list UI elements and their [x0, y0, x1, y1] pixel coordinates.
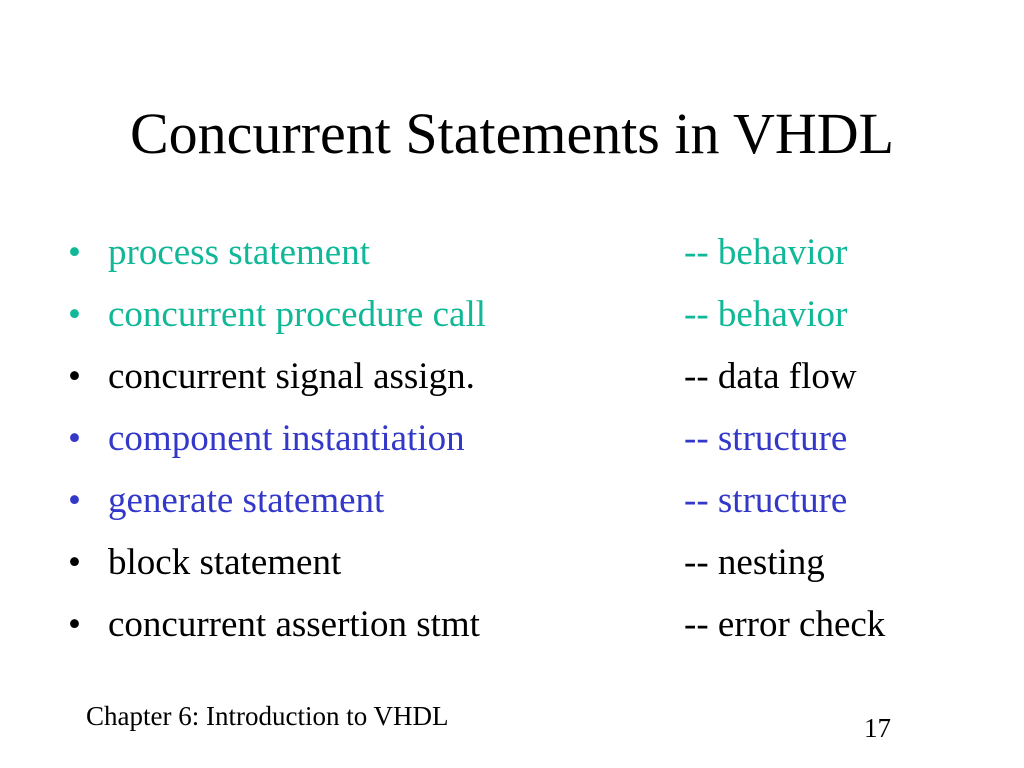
bullet-icon: • [68, 232, 81, 273]
slide-title: Concurrent Statements in VHDL [129, 101, 895, 166]
bullet-comment: -- data flow [684, 356, 857, 397]
bullet-comment: -- structure [684, 418, 848, 459]
bullet-text: concurrent signal assign. [108, 356, 475, 397]
chapter-footer: Chapter 6: Introduction to VHDL [86, 701, 449, 731]
bullet-comment: -- error check [684, 604, 886, 645]
bullet-text: concurrent procedure call [108, 294, 487, 335]
bullet-text: component instantiation [108, 418, 465, 459]
bullet-text: process statement [108, 232, 370, 273]
bullet-item-generate-statement [68, 470, 885, 532]
bullet-item-block-statement [68, 532, 885, 594]
bullet-icon: • [68, 418, 81, 459]
bullet-text: block statement [108, 542, 342, 583]
bullet-comment: -- structure [684, 480, 848, 521]
bullet-icon: • [68, 480, 81, 521]
bullet-text: generate statement [108, 480, 385, 521]
bullet-item-process-statement [68, 222, 885, 284]
page-number: 17 [864, 713, 891, 743]
bullet-item-concurrent-procedure-call [68, 284, 885, 346]
bullet-comment: -- nesting [684, 542, 825, 583]
bullet-text: concurrent assertion stmt [108, 604, 480, 645]
bullet-item-component-instantiation [68, 408, 885, 470]
bullet-item-concurrent-assertion-stmt [68, 594, 885, 656]
bullet-item-concurrent-signal-assign [68, 346, 885, 408]
bullet-icon: • [68, 604, 81, 645]
bullet-icon: • [68, 356, 81, 397]
bullet-icon: • [68, 542, 81, 583]
bullet-icon: • [68, 294, 81, 335]
bullet-comment: -- behavior [684, 294, 848, 335]
bullet-list [68, 222, 885, 656]
bullet-comment: -- behavior [684, 232, 848, 273]
